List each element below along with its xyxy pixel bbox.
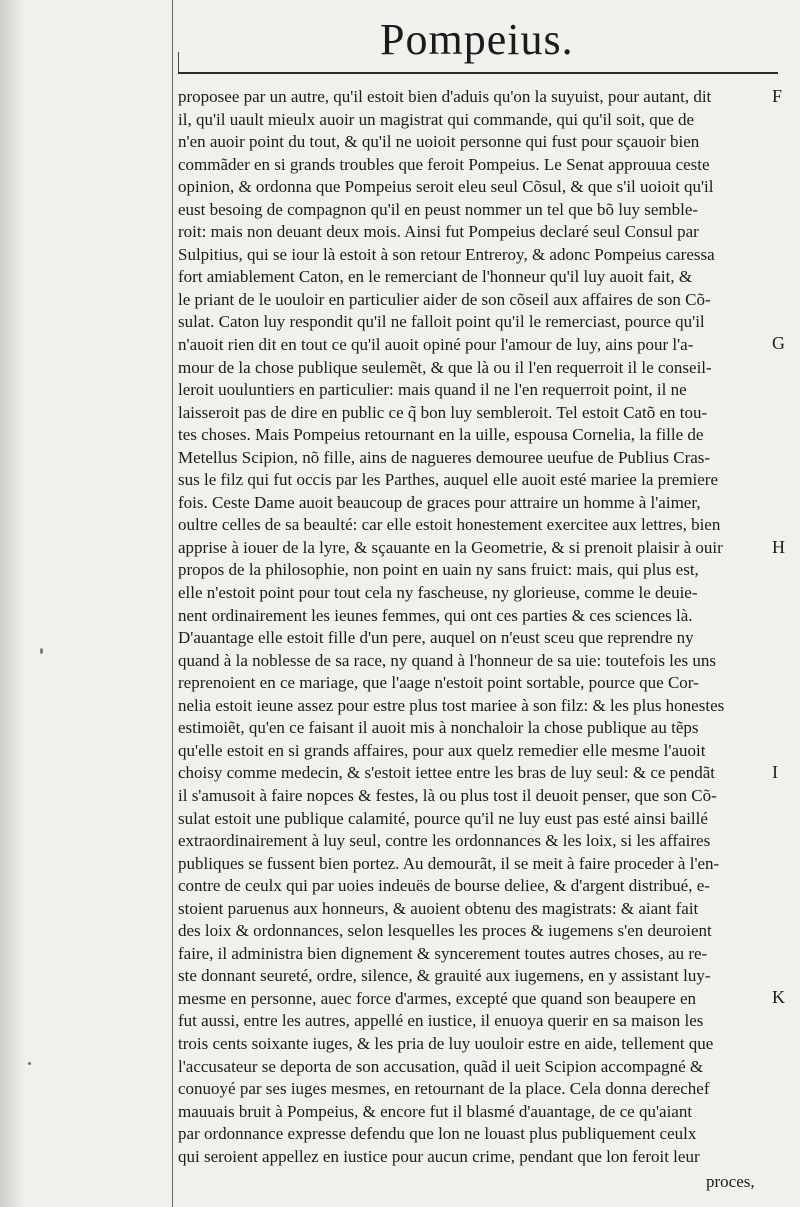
text-line: n'en auoir point du tout, & qu'il ne uoioit personne qui fust pour sçauoir bien xyxy=(178,132,700,152)
text-line: oultre celles de sa beaulté: car elle estoit honestement exercitee aux lettres, bien xyxy=(178,515,721,535)
text-line: eust besoing de compagnon qu'il en peust nommer un tel que bõ luy semble- xyxy=(178,199,699,219)
text-line: stoient paruenus aux honneurs, & auoient obtenu des magistrats: & aiant fait xyxy=(178,898,699,918)
binding-shadow xyxy=(0,0,26,1207)
text-line: mauuais bruit à Pompeius, & encore fut il blasmé d'auantage, de ce qu'aiant xyxy=(178,1101,693,1121)
margin-letter-g: G xyxy=(772,333,785,353)
text-line: ste donnant seureté, ordre, silence, & grauité aux iugemens, en y assistant luy- xyxy=(178,966,711,986)
text-line: sulat. Caton luy respondit qu'il ne falloit point qu'il le remerciast, pource qu'il xyxy=(178,312,705,332)
gutter-rule xyxy=(172,0,173,1207)
header-tick xyxy=(178,52,179,74)
text-line: conuoyé par ses iuges mesmes, en retournant de la place. Cela donna derechef xyxy=(178,1079,710,1099)
text-line: il s'amusoit à faire nopces & festes, là ou plus tost il deuoit penser, que son Cõ- xyxy=(178,785,717,805)
text-line: mour de la chose publique seulemẽt, & que là ou il l'en requerroit il le conseil- xyxy=(178,357,712,377)
text-line: propos de la philosophie, non point en uain ny sans fruict: mais, qui plus est, xyxy=(178,560,699,580)
text-line: leroit uouluntiers en particulier: mais quand il ne l'en requerroit point, il ne xyxy=(178,380,687,400)
header-rule xyxy=(178,72,778,74)
text-line: le priant de le uouloir en particulier aider de son cõseil aux affaires de son Cõ- xyxy=(178,289,711,309)
body-text xyxy=(178,86,768,1168)
text-line: fort amiablement Caton, en le remerciant de l'honneur qu'il luy auoit fait, & xyxy=(178,267,693,287)
text-line: n'auoit rien dit en tout ce qu'il auoit opiné pour l'amour de luy, ains pour l'a- xyxy=(178,335,694,355)
text-line: D'auantage elle estoit fille d'un pere, auquel on n'eust sceu que reprendre ny xyxy=(178,628,694,648)
text-line: laisseroit pas de dire en public ce q̃ bon luy sembleroit. Tel estoit Catõ en tou- xyxy=(178,402,708,422)
text-line: il, qu'il uault mieulx auoir un magistrat qui commande, qui qu'il soit, que de xyxy=(178,109,695,129)
text-line: nent ordinairement les ieunes femmes, qui ont ces parties & ces sciences là. xyxy=(178,605,693,625)
text-line: tes choses. Mais Pompeius retournant en la uille, espousa Cornelia, la fille de xyxy=(178,425,704,445)
text-line: contre de ceulx qui par uoies indeuës de bourse deliee, & d'argent distribué, e- xyxy=(178,876,710,896)
text-line: sulat estoit une publique calamité, pource qu'il ne luy eust pas esté ainsi baillé xyxy=(178,808,708,828)
text-line: opinion, & ordonna que Pompeius seroit eleu seul Cõsul, & que s'il uoioit qu'il xyxy=(178,177,714,197)
text-line: qu'elle estoit en si grands affaires, pour aux quelz remedier elle mesme l'auoit xyxy=(178,740,706,760)
text-line: commãder en si grands troubles que feroit Pompeius. Le Senat approuua ceste xyxy=(178,154,710,174)
text-line: roit: mais non deuant deux mois. Ainsi fut Pompeius declaré seul Consul par xyxy=(178,222,699,242)
text-line: elle n'estoit point pour tout cela ny fascheuse, ny glorieuse, comme le deuie- xyxy=(178,583,698,603)
text-line: des loix & ordonnances, selon lesquelles les proces & iugemens s'en deuroient xyxy=(178,921,712,941)
margin-letter-k: K xyxy=(772,987,785,1007)
text-line: trois cents soixante iuges, & les pria de luy uouloir estre en aide, tellement que xyxy=(178,1033,714,1053)
page-speck xyxy=(40,648,43,654)
text-line: choisy comme medecin, & s'estoit iettee entre les bras de luy seul: & ce pendãt xyxy=(178,763,715,783)
text-line: sus le filz qui fut occis par les Parthes, auquel elle auoit esté mariee la premiere xyxy=(178,470,719,490)
text-line: par ordonnance expresse defendu que lon ne louast plus publiquement ceulx xyxy=(178,1124,697,1144)
text-line: Sulpitius, qui se iour là estoit à son retour Entreroy, & adonc Pompeius caressa xyxy=(178,244,715,264)
text-line: Metellus Scipion, nõ fille, ains de nagueres demouree ueufue de Publius Cras- xyxy=(178,447,711,467)
text-line: l'accusateur se deporta de son accusation, quãd il ueit Scipion accompagné & xyxy=(178,1056,704,1076)
text-line: fois. Ceste Dame auoit beaucoup de graces pour attraire un homme à l'aimer, xyxy=(178,492,701,512)
text-line: reprenoient en ce mariage, que l'aage n'estoit point sortable, pource que Cor- xyxy=(178,673,699,693)
margin-letter-i: I xyxy=(772,762,778,782)
catchword: proces, xyxy=(706,1172,755,1191)
text-line: qui seroient appellez en iustice pour aucun crime, pendant que lon feroit leur xyxy=(178,1146,700,1166)
text-line: mesme en personne, auec force d'armes, excepté que quand son beaupere en xyxy=(178,988,697,1008)
text-line: estimoiẽt, qu'en ce faisant il auoit mis à nonchaloir la chose publique au tẽps xyxy=(178,718,699,738)
text-line: quand à la noblesse de sa race, ny quand à l'honneur de sa uie: toutefois les uns xyxy=(178,650,716,670)
text-line: fut aussi, entre les autres, appellé en iustice, il enuoya querir en sa maison les xyxy=(178,1011,704,1031)
running-head-title: Pompeius. xyxy=(380,15,574,64)
text-line: publiques se fussent bien portez. Au demourãt, il se meit à faire proceder à l'en- xyxy=(178,853,720,873)
text-line: nelia estoit ieune assez pour estre plus tost mariee à son filz: & les plus honestes xyxy=(178,695,725,715)
text-line: proposee par un autre, qu'il estoit bien d'aduis qu'on la suyuist, pour autant, dit xyxy=(178,87,712,106)
margin-letter-f: F xyxy=(772,86,783,106)
page-speck xyxy=(28,1062,31,1065)
margin-letter-h: H xyxy=(772,537,785,557)
text-line: apprise à iouer de la lyre, & sçauante en la Geometrie, & si prenoit plaisir à ouir xyxy=(178,537,723,557)
text-line: faire, il administra bien dignement & syncerement toutes autres choses, au re- xyxy=(178,943,708,963)
text-line: extraordinairement à luy seul, contre les ordonnances & les loix, si les affaires xyxy=(178,831,711,851)
